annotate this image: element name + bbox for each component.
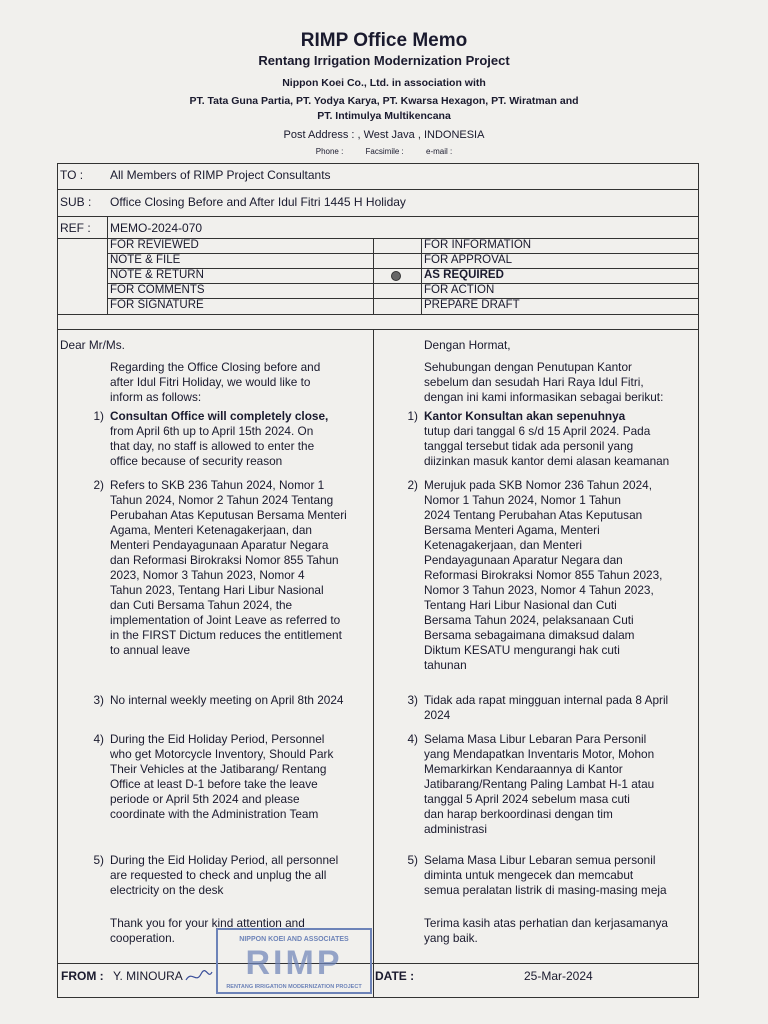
- item-id-2: Merujuk pada SKB Nomor 236 Tahun 2024, Nomor 1 Tahun 2024, Nomor 1 Tahun 2024 Tentang Perubahan Atas Keputusan Bersama Menteri Agama, Menteri Ketenagakerjaan, dan Menteri Pendayagunaan Aparatur Negara dan Reformasi Birokraksi Nomor 855 Tahun 2023, Nomor 3 Tahun 2023, Nomor 4 Tahun 2023, Tentang Hari Libur Nasional dan Cuti Bersama Tahun 2024, pelaksanaan Cuti Bersama sebagaimana dimaksud dalam Diktum KESATU mengurangi hak cuti tahunan: [424, 478, 663, 672]
- partners-line-1: PT. Tata Guna Partia, PT. Yodya Karya, PT. Kwarsa Hexagon, PT. Wiratman and: [189, 95, 579, 107]
- action-note-file: NOTE & FILE: [110, 254, 181, 266]
- action-for-signature: FOR SIGNATURE: [110, 299, 204, 311]
- contact-line: [0, 147, 768, 156]
- item-en-1: Consultan Office will completely close, from April 6th up to April 15th 2024. On that day, no staff is allowed to enter the office because of security reason: [110, 409, 329, 468]
- item-en-3: No internal weekly meeting on April 8th 2024: [110, 693, 344, 707]
- selected-marker-icon: [391, 271, 401, 281]
- item-id-3: Tidak ada rapat mingguan internal pada 8 April 2024: [424, 693, 669, 722]
- item-number-en-4: 4): [93, 732, 104, 746]
- stamp-logo: RIMP: [245, 944, 343, 982]
- rule-body-start: [57, 329, 699, 330]
- vrule-body: [373, 329, 374, 998]
- phone-label: Phone :: [315, 147, 344, 156]
- item-en-4: During the Eid Holiday Period, Personnel who get Motorcycle Inventory, Should Park Their Vehicles at the Jatibarang/ Rentang Office at least D-1 before take the leave periode or April 5th 2024 and please coordinate with the Administration Team: [110, 732, 334, 821]
- to-value: All Members of RIMP Project Consultants: [110, 168, 331, 182]
- item-number-id-1: 1): [407, 409, 418, 423]
- item-id-1: Kantor Konsultan akan sepenuhnya tutup dari tanggal 6 s/d 15 April 2024. Pada tanggal tersebut tidak ada personil yang diizinkan masuk kantor demi alasan keamanan: [424, 409, 670, 468]
- intro-en: Regarding the Office Closing before and after Idul Fitri Holiday, we would like to inform as follows:: [110, 360, 321, 404]
- from-value: Y. MINOURA: [113, 969, 183, 983]
- item-en-5: During the Eid Holiday Period, all personnel are requested to check and unplug the all electricity on the desk: [110, 853, 339, 897]
- project-name: Rentang Irrigation Modernization Project: [258, 53, 510, 68]
- action-prepare-draft: PREPARE DRAFT: [424, 299, 520, 311]
- from-label: FROM :: [61, 969, 104, 983]
- date-value: 25-Mar-2024: [524, 969, 593, 983]
- to-label: TO :: [60, 168, 84, 182]
- item-en-2: Refers to SKB 236 Tahun 2024, Nomor 1 Tahun 2024, Nomor 2 Tahun 2024 Tentang Perubahan Atas Keputusan Bersama Menteri Agama, Menteri Ketenagakerjaan, dan Menteri Pendayagunaan Aparatur Negara dan Reformasi Birokraksi Nomor 855 Tahun 2023, Nomor 3 Tahun 2023, Nomor 4 Tahun 2023, Tentang Hari Libur Nasional dan Cuti Bersama Tahun 2024, the implementation of Joint Leave as referred to in the FIRST Dictum reduces the entitlement to annual leave: [110, 478, 347, 657]
- item-id-5: Selama Masa Libur Lebaran semua personil diminta untuk mengecek dan memcabut semua peralatan listrik di masing-masing meja: [424, 853, 667, 897]
- action-for-information: FOR INFORMATION: [424, 239, 532, 251]
- item-number-en-2: 2): [93, 478, 104, 492]
- item-number-id-2: 2): [407, 478, 418, 492]
- vrule-actions-right: [421, 238, 422, 314]
- stamp-line-3: RENTANG IRRIGATION MODERNIZATION PROJECT: [226, 984, 362, 990]
- closing-en: Thank you for your kind attention and cooperation.: [110, 916, 305, 945]
- sub-value: Office Closing Before and After Idul Fitri 1445 H Holiday: [110, 195, 406, 209]
- greeting-en: Dear Mr/Ms.: [60, 338, 125, 352]
- action-for-reviewed: FOR REVIEWED: [110, 239, 199, 251]
- action-as-required: AS REQUIRED: [424, 269, 504, 281]
- sub-label: SUB :: [60, 195, 92, 209]
- stamp-line-1: NIPPON KOEI AND ASSOCIATES: [239, 936, 349, 943]
- item-number-en-3: 3): [93, 693, 104, 707]
- item-number-id-5: 5): [407, 853, 418, 867]
- greeting-id: Dengan Hormat,: [424, 338, 511, 352]
- rule-action-1: [107, 253, 699, 254]
- date-label: DATE :: [375, 969, 415, 983]
- company-stamp: [216, 928, 372, 994]
- memo-title: RIMP Office Memo: [300, 30, 468, 51]
- vrule-actions: [373, 238, 374, 314]
- item-number-en-1: 1): [93, 409, 104, 423]
- fax-label: Facsimile :: [365, 147, 404, 156]
- association-line: Nippon Koei Co., Ltd. in association with: [282, 77, 486, 89]
- action-note-return: NOTE & RETURN: [110, 269, 204, 281]
- email-label: e-mail :: [426, 147, 453, 156]
- partners-line-2: PT. Intimulya Multikencana: [317, 110, 451, 122]
- item-number-en-5: 5): [93, 853, 104, 867]
- item-number-id-3: 3): [407, 693, 418, 707]
- action-for-action: FOR ACTION: [424, 284, 495, 296]
- item-id-4: Selama Masa Libur Lebaran Para Personil yang Mendapatkan Inventaris Motor, Mohon Memarkirkan Kendaraannya di Kantor Jatibarang/Rentang Paling Lambat H-1 atau tanggal 5 April 2024 sebelum masa cuti dan harap berkoordinasi dengan tim administrasi: [424, 732, 655, 836]
- signature-icon: [184, 966, 214, 986]
- rule-to: [57, 189, 699, 190]
- rule-sub: [57, 216, 699, 217]
- action-for-comments: FOR COMMENTS: [110, 284, 205, 296]
- post-address: Post Address : , West Java , INDONESIA: [283, 129, 485, 141]
- rule-action-end: [57, 314, 699, 315]
- action-for-approval: FOR APPROVAL: [424, 254, 512, 266]
- ref-label: REF :: [60, 221, 91, 235]
- intro-id: Sehubungan dengan Penutupan Kantor sebelum dan sesudah Hari Raya Idul Fitri, dengan ini kami informasikan sebagai berikut:: [424, 360, 664, 404]
- item-number-id-4: 4): [407, 732, 418, 746]
- rule-footer: [57, 963, 699, 964]
- ref-value: MEMO-2024-070: [110, 221, 203, 235]
- vrule-ref: [107, 216, 108, 314]
- closing-id: Terima kasih atas perhatian dan kerjasamanya yang baik.: [424, 916, 668, 945]
